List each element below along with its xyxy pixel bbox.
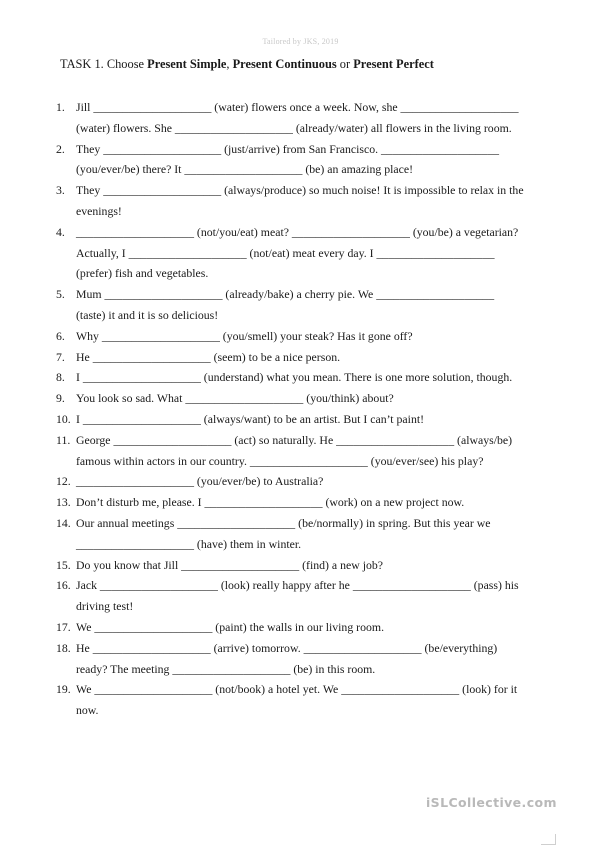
- exercise-list: [56, 97, 556, 721]
- exercise-text-line: (water) flowers. She ____________________ (already/water) all flowers in the living room.: [76, 120, 512, 135]
- exercise-item: [56, 638, 556, 680]
- exercise-text-line: He ____________________ (arrive) tomorrow. ____________________ (be/everything): [76, 640, 498, 655]
- exercise-item: [56, 222, 556, 284]
- exercise-item: [56, 679, 556, 721]
- exercise-item: [56, 555, 556, 576]
- exercise-item: [56, 492, 556, 513]
- task-prefix: TASK 1. Choose: [60, 57, 148, 71]
- exercise-item: [56, 326, 556, 347]
- exercise-item: [56, 284, 556, 326]
- exercise-item: [56, 513, 556, 555]
- exercise-item: [56, 471, 556, 492]
- exercise-item: [56, 180, 556, 222]
- exercise-number: 15.: [56, 557, 71, 572]
- watermark-logo: iSLCollective.com: [426, 795, 557, 810]
- exercise-text-line: Our annual meetings ____________________ (be/normally) in spring. But this year we: [76, 515, 491, 530]
- exercise-text-line: Actually, I ____________________ (not/eat) meat every day. I ____________________: [76, 245, 495, 260]
- exercise-item: [56, 367, 556, 388]
- exercise-text-line: I ____________________ (understand) what you mean. There is one more solution, though.: [76, 370, 513, 385]
- exercise-item: [56, 575, 556, 617]
- exercise-text-line: We ____________________ (not/book) a hotel yet. We ____________________ (look) for it: [76, 682, 518, 697]
- task-separator: ,: [226, 57, 233, 71]
- tense-present-simple: Present Simple: [147, 57, 227, 71]
- exercise-number: 12.: [56, 474, 71, 489]
- exercise-number: 17.: [56, 619, 71, 634]
- exercise-item: [56, 97, 556, 139]
- exercise-text-line: driving test!: [76, 599, 134, 614]
- exercise-number: 4.: [56, 224, 65, 239]
- exercise-text-line: Jack ____________________ (look) really happy after he ____________________ (pass) his: [76, 578, 519, 593]
- exercise-number: 7.: [56, 349, 65, 364]
- exercise-text-line: now.: [76, 703, 99, 718]
- exercise-text-line: ____________________ (not/you/eat) meat? ____________________ (you/be) a vegetarian?: [76, 224, 519, 239]
- exercise-text-line: ready? The meeting ____________________ (be) in this room.: [76, 661, 376, 676]
- exercise-number: 8.: [56, 370, 65, 385]
- exercise-text-line: ____________________ (have) them in winter.: [76, 536, 302, 551]
- exercise-number: 3.: [56, 183, 65, 198]
- exercise-item: [56, 409, 556, 430]
- exercise-text-line: You look so sad. What ____________________ (you/think) about?: [76, 391, 394, 406]
- exercise-number: 6.: [56, 328, 65, 343]
- exercise-text-line: (you/ever/be) there? It ____________________ (be) an amazing place!: [76, 162, 414, 177]
- exercise-item: [56, 430, 556, 472]
- exercise-text-line: They ____________________ (always/produce) so much noise! It is impossible to relax in the: [76, 183, 524, 198]
- task-instruction: [60, 57, 434, 72]
- exercise-text-line: We ____________________ (paint) the walls in our living room.: [76, 619, 385, 634]
- exercise-number: 1.: [56, 100, 65, 114]
- exercise-item: [56, 347, 556, 368]
- exercise-item: [56, 139, 556, 181]
- exercise-number: 14.: [56, 515, 71, 530]
- exercise-number: 9.: [56, 391, 65, 406]
- exercise-text-line: He ____________________ (seem) to be a nice person.: [76, 349, 341, 364]
- exercise-text-line: Why ____________________ (you/smell) your steak? Has it gone off?: [76, 328, 413, 343]
- tense-present-continuous: Present Continuous: [232, 57, 337, 71]
- exercise-text-line: Do you know that Jill ____________________ (find) a new job?: [76, 557, 384, 572]
- exercise-text-line: Mum ____________________ (already/bake) a cherry pie. We ____________________: [76, 287, 495, 302]
- exercise-item: [56, 388, 556, 409]
- author-credit: Tailored by JKS, 2019: [262, 37, 339, 46]
- exercise-number: 18.: [56, 640, 71, 655]
- exercise-number: 19.: [56, 682, 71, 697]
- exercise-text-line: They ____________________ (just/arrive) from San Francisco. ____________________: [76, 141, 499, 156]
- tense-present-perfect: Present Perfect: [353, 57, 434, 71]
- exercise-text-line: (taste) it and it is so delicious!: [76, 307, 219, 322]
- exercise-text-line: famous within actors in our country. ____________________ (you/ever/see) his play?: [76, 453, 484, 468]
- exercise-text-line: (prefer) fish and vegetables.: [76, 266, 209, 281]
- exercise-number: 2.: [56, 141, 65, 156]
- exercise-number: 16.: [56, 578, 71, 593]
- exercise-text-line: George ____________________ (act) so naturally. He ____________________ (always/be): [76, 432, 513, 447]
- task-separator: or: [336, 57, 354, 71]
- exercise-text-line: Jill ____________________ (water) flowers once a week. Now, she ____________________: [76, 100, 519, 114]
- exercise-text-line: Don’t disturb me, please. I ____________________ (work) on a new project now.: [76, 495, 465, 510]
- exercise-number: 13.: [56, 495, 71, 510]
- exercise-number: 11.: [56, 432, 71, 447]
- exercise-text-line: evenings!: [76, 203, 122, 218]
- exercise-number: 10.: [56, 411, 71, 426]
- exercise-number: 5.: [56, 287, 65, 302]
- page-corner-mark: [541, 834, 556, 845]
- exercise-text-line: ____________________ (you/ever/be) to Australia?: [76, 474, 324, 489]
- exercise-text-line: I ____________________ (always/want) to be an artist. But I can’t paint!: [76, 411, 425, 426]
- exercise-item: [56, 617, 556, 638]
